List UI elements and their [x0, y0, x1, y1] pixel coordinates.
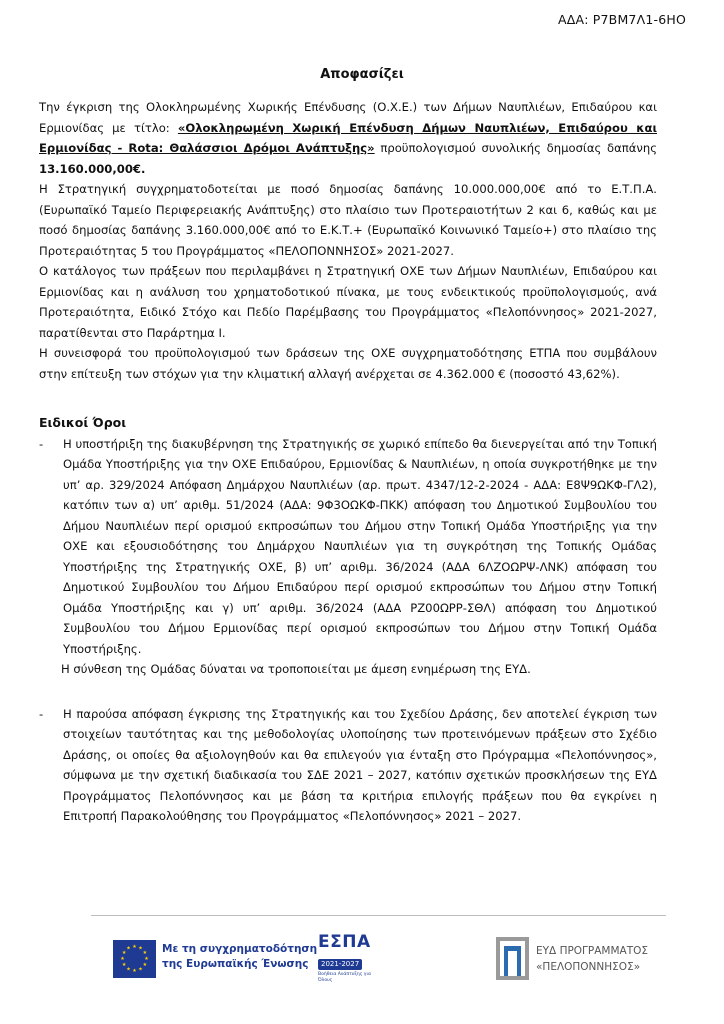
total-amount: 13.160.000,00€. — [39, 161, 146, 176]
footer-divider — [91, 915, 666, 916]
svg-text:★: ★ — [144, 956, 149, 962]
approval-paragraph — [39, 97, 657, 179]
eyd-label — [536, 943, 648, 975]
decision-heading: Αποφασίζει — [320, 67, 404, 82]
svg-text:★: ★ — [132, 968, 137, 974]
svg-text:★: ★ — [121, 962, 127, 968]
svg-text:★: ★ — [120, 956, 125, 962]
approval-mid: προϋπολογισμού συνολικής δημοσίας δαπάνης — [374, 141, 658, 155]
climate-contribution-paragraph: Η συνεισφορά του προϋπολογισμού των δράσεων της ΟΧΕ συγχρηματοδότησης ΕΤΠΑ που συμβάλουν στην επίτευξη των στόχων για την κλιματική αλλαγή ανέρχεται σε 4.362.000 € (ποσοστό 43,62%). — [39, 346, 657, 381]
ada-code: ΑΔΑ: Ρ7ΒΜ7Λ1-6ΗΟ — [557, 12, 686, 27]
eyd-label-line2: «ΠΕΛΟΠΟΝΝΗΣΟΣ» — [536, 961, 641, 973]
espa-years-badge: 2021-2027 — [318, 959, 362, 970]
eu-cofunding-line2: της Ευρωπαϊκής Ένωσης — [162, 957, 309, 970]
eu-cofunding-line1: Με τη συγχρηματοδότηση — [162, 943, 318, 955]
svg-text:★: ★ — [142, 950, 148, 956]
svg-text:★: ★ — [121, 950, 127, 956]
special-terms-heading: Ειδικοί Όροι — [39, 415, 127, 430]
project-title: «Ολοκληρωμένη Χωρική Επένδυση Δήμων Ναυπλιέων, Επιδαύρου και Ερμιονίδας - Rota: Θαλάσσιοι Δρόμοι Ανάπτυξης» — [39, 120, 657, 155]
bullet-approval-scope — [39, 704, 657, 827]
svg-text:★: ★ — [142, 962, 148, 968]
document-body — [39, 97, 657, 827]
bullet-governance-note: Η σύνθεση της Ομάδας δύναται να τροποποιείται με άμεση ενημέρωση της ΕΥΔ. — [61, 662, 531, 676]
eu-flag-logo — [113, 940, 156, 978]
svg-text:★: ★ — [138, 966, 143, 973]
bullet-dash: - — [39, 436, 44, 451]
bullet-approval-scope-text: Η παρούσα απόφαση έγκρισης της Στρατηγικής και του Σχεδίου Δράσης, δεν αποτελεί έγκριση των στοιχείων ταυτότητας και της μεθοδολογίας υλοποίησης των προτεινόμενων πράξεων στο Σχέδιο Δράσης, οι οποίες θα αξιολογηθούν και θα επιλεγούν για ένταξη στο Πρόγραμμα «Πελοπόννησος», σύμφωνα με την σχετική διαδικασία του ΣΔΕ 2021 – 2027, κατόπιν σχετικών προσκλήσεων της ΕΥΔ Προγράμματος Πελοπόννησος και με βάση τα κριτήρια επιλογής πράξεων που θα εγκρίνει η Επιτροπή Παρακολούθησης του Προγράμματος «Πελοπόννησος» 2021 – 2027. — [63, 706, 657, 823]
svg-text:★: ★ — [126, 966, 131, 973]
funding-paragraph: Η Στρατηγική συγχρηματοδοτείται με ποσό δημοσίας δαπάνης 10.000.000,00€ από το Ε.Τ.Π.Α. (Ευρωπαϊκό Ταμείο Περιφερειακής Ανάπτυξης) στο πλαίσιο των Προτεραιοτήτων 2 και 6, καθώς και με ποσό δημοσίας δαπάνης 3.160.000,00€ από το Ε.Κ.Τ.+ (Ευρωπαϊκό Κοινωνικό Ταμείο+) στο πλαίσιο της Προτεραιότητας 5 του Προγράμματος «ΠΕΛΟΠΟΝΝΗΣΟΣ» 2021-2027. — [39, 182, 657, 258]
eyd-logo-icon — [496, 937, 529, 980]
svg-text:★: ★ — [138, 945, 143, 952]
eu-cofunding-label — [162, 942, 317, 971]
svg-text:★: ★ — [132, 944, 137, 950]
espa-wordmark: ΕΣΠΑ — [318, 932, 371, 952]
espa-logo — [318, 933, 372, 983]
approval-intro: Την έγκριση της Ολοκληρωμένης Χωρικής Επένδυσης (Ο.Χ.Ε.) των Δήμων Ναυπλιέων, Επιδαύρου και Ερμιονίδας με τίτλο: — [39, 100, 657, 135]
actions-list-paragraph: Ο κατάλογος των πράξεων που περιλαμβάνει η Στρατηγική ΟΧΕ των Δήμων Ναυπλιέων, Επιδαύρου και Ερμιονίδας και η ανάλυση του χρηματοδοτικού πίνακα, με τους ενδεικτικούς προϋπολογισμούς, ανά Προτεραιότητα, Ειδικό Στόχο και Πεδίο Παρέμβασης του Προγράμματος «Πελοπόννησος» 2021-2027, παρατίθενται στο Παράρτημα Ι. — [39, 264, 657, 340]
bullet-governance-text: Η υποστήριξη της διακυβέρνηση της Στρατηγικής σε χωρικό επίπεδο θα διενεργείται από την Τοπική Ομάδα Υποστήριξης για την ΟΧΕ Επιδαύρου, Ερμιονίδας & Ναυπλιέων, η οποία συγκροτήθηκε με την υπ’ αρ. 329/2024 Απόφαση Δημάρχου Ναυπλιέων (αρ. πρωτ. 4347/12-2-2024 - ΑΔΑ: Ε8Ψ9ΩΚΦ-ΓΛ2), κατόπιν των α) υπ’ αριθμ. 51/2024 (ΑΔΑ: 9Φ3ΟΩΚΦ-ΠΚΚ) απόφαση του Δημοτικού Συμβουλίου του Δήμου Ναυπλιέων περί ορισμού εκπροσώπων του Δήμου στην Τοπική Ομάδα Υποστήριξης για την ΟΧΕ και εξουσιοδότησης του Δημάρχου Ναυπλιέων για τη συγκρότηση της Τοπικής Ομάδας Υποστήριξης της Στρατηγικής ΟΧΕ, β) υπ’ αριθμ. 36/2024 (ΑΔΑ 6ΛΖΟΩΡΨ-ΛΝΚ) απόφαση του Δημοτικού Συμβουλίου του Δήμου Επιδαύρου περί ορισμού εκπροσώπων του Δήμου στην Τοπική Ομάδα Υποστήριξης και γ) υπ’ αριθμ. 36/2024 (ΑΔΑ ΡΖ00ΩΡΡ-ΣΘΛ) απόφαση του Δημοτικού Συμβουλίου του Δήμου Ερμιονίδας περί ορισμού εκπροσώπων του Δήμου στην Τοπική Ομάδα Υποστήριξης. — [63, 436, 657, 656]
svg-text:★: ★ — [126, 945, 131, 952]
eyd-label-line1: ΕΥΔ ΠΡΟΓΡΑΜΜΑΤΟΣ — [536, 945, 649, 957]
spacer — [39, 680, 657, 704]
bullet-governance — [39, 434, 657, 660]
bullet-dash: - — [39, 706, 44, 721]
espa-tagline: Βοήθεια Ανάπτυξης για Όλους — [318, 972, 371, 983]
